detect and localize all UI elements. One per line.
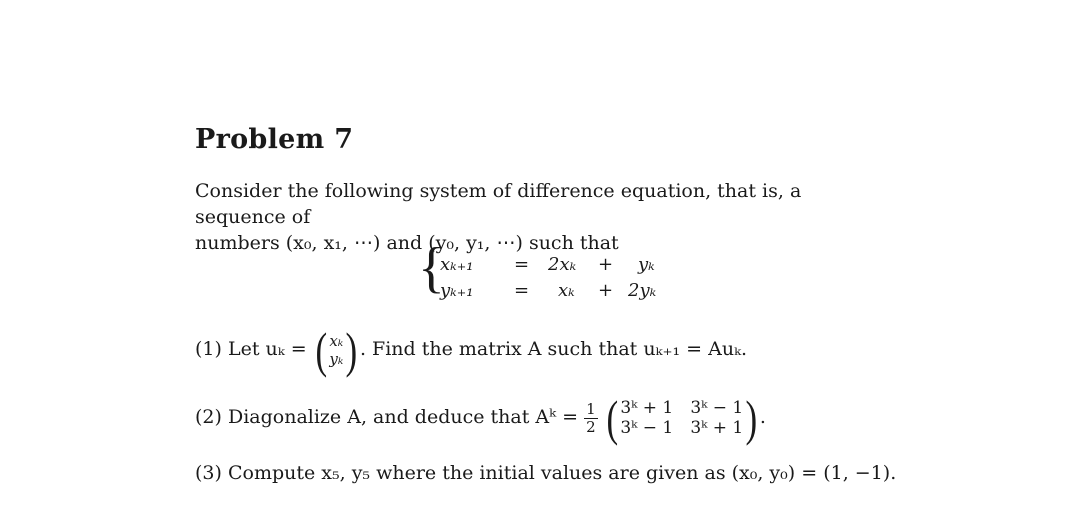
left-paren: ( [315,322,327,378]
matrix-cell-11: 3ᵏ + 1 [620,398,674,418]
part-1-post: . Find the matrix A such that uₖ₊₁ = Auₖ. [359,338,748,360]
row1-term2: yₖ [638,254,655,275]
matrix-left-paren: ( [606,390,618,446]
row2-term2: 2yₖ [628,280,657,301]
fraction-half [584,401,598,436]
matrix-right-paren: ) [745,390,758,446]
difference-equation-system [418,237,678,304]
part-3-text: Compute x₅, y₅ where the initial values are given as (x₀, y₀) = (1, −1). [227,462,897,484]
matrix-cell-12: 3ᵏ − 1 [690,398,744,418]
left-brace: { [418,237,445,299]
row2-term1: xₖ [558,280,575,301]
part-1 [195,322,748,378]
intro-line-2: numbers (x₀, x₁, ⋯) and (y₀, y₁, ⋯) such that [195,232,619,254]
intro-line-1: Consider the following system of difference equation, that is, a sequence of [195,180,802,228]
right-paren: ) [345,322,358,378]
matrix-ak [620,398,743,438]
part-3-label: (3) [195,462,222,484]
row1-lhs: xₖ₊₁ [440,254,474,275]
row2-plus: + [598,280,614,301]
matrix-cell-21: 3ᵏ − 1 [620,418,674,438]
part-1-label: (1) [195,338,222,360]
vector-top: xₖ [329,332,344,350]
problem-intro [195,178,895,256]
part-2-label: (2) [195,406,222,428]
part-1-pre: Let uₖ = [227,338,307,360]
row1-equals: = [514,254,530,275]
fraction-denominator: 2 [586,417,596,436]
matrix-cell-22: 3ᵏ + 1 [690,418,744,438]
vector-u [329,332,343,368]
row2-lhs: yₖ₊₁ [440,280,474,301]
part-2-post: . [759,406,766,428]
problem-title: Problem 7 [195,124,354,155]
vector-bottom: yₖ [329,350,344,368]
matrix-row-1 [620,398,743,418]
row2-equals: = [514,280,530,301]
matrix-row-2 [620,418,743,438]
part-2 [195,390,766,446]
part-2-pre: Diagonalize A, and deduce that Aᵏ = [227,406,579,428]
part-3 [195,462,896,484]
row1-plus: + [598,254,614,275]
fraction-numerator: 1 [586,399,596,418]
row1-term1: 2xₖ [548,254,577,275]
